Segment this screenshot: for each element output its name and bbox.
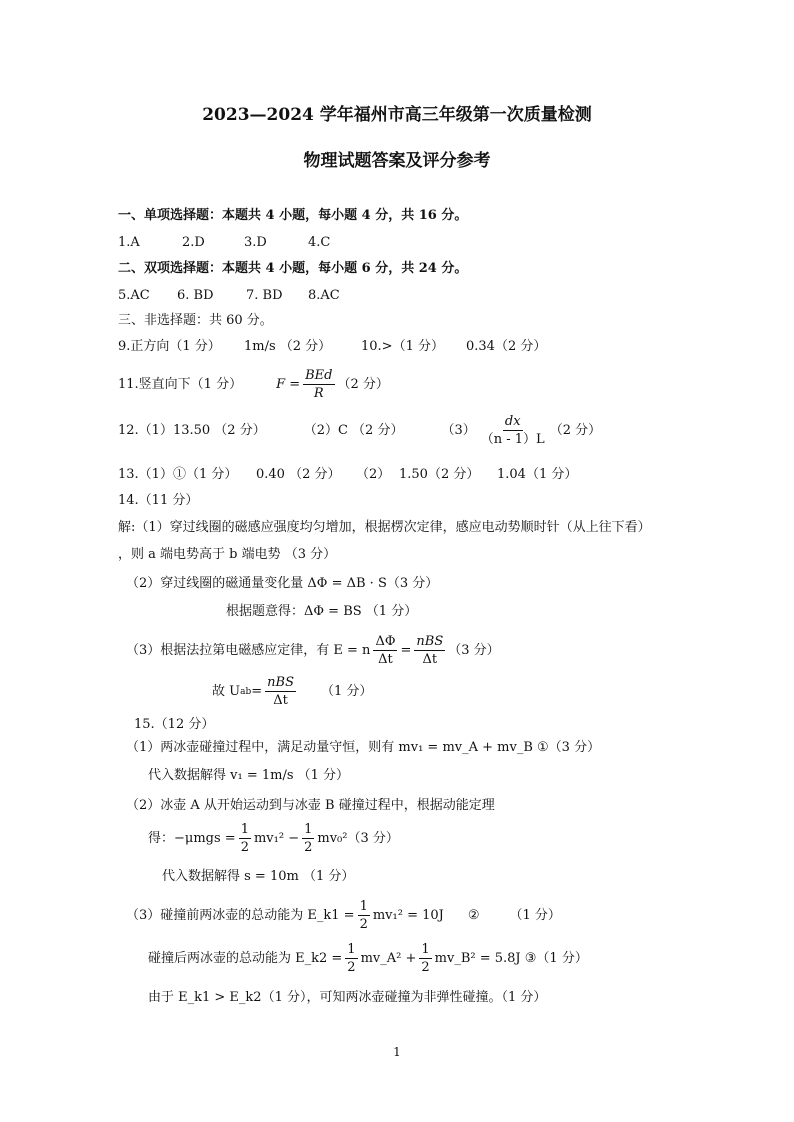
q15-line-5: 代入数据解得 s = 10m （1 分） — [162, 869, 355, 884]
q15-heading: 15.（12 分） — [134, 717, 215, 732]
q15-fraction-3 — [358, 899, 370, 932]
q14-line-2: ，则 a 端电势高于 b 端电势 （3 分） — [118, 547, 337, 562]
q15-line-7-term-2: mv_B² = 5.8J ③（1 分） — [434, 950, 588, 966]
q12-score: （2 分） — [549, 422, 602, 438]
q15-fraction-5-den: 2 — [421, 960, 430, 975]
answer-4: 4.C — [308, 235, 331, 250]
doc-subtitle: 物理试题答案及评分参考 — [303, 151, 491, 171]
q12-part-3-label: （3） — [441, 422, 476, 438]
q15-line-7-term-1: mv_A² + — [360, 950, 417, 966]
q15-line-6-marker: ② — [467, 907, 480, 923]
q11-numerator: BEd — [305, 368, 333, 383]
q14-line-6-text: 故 U — [212, 683, 241, 699]
q11-answer: 11.竖直向下（1 分） — [118, 376, 243, 392]
q11-score: （2 分） — [337, 376, 389, 392]
q13-part-d: 1.50（2 分） — [399, 467, 480, 482]
q15-fraction-1-den: 2 — [240, 840, 249, 855]
q15-line-4-term-2: mv₀² — [317, 830, 348, 846]
q12-fraction — [479, 414, 547, 447]
q13-part-a: 13.（1）①（1 分） — [118, 467, 238, 482]
q15-line-7 — [148, 942, 588, 975]
answer-1: 1.A — [118, 235, 140, 250]
q9-part-a: 9.正方向（1 分） — [118, 339, 221, 354]
q15-line-2: 代入数据解得 v₁ = 1m/s （1 分） — [148, 768, 350, 783]
q11-denominator: R — [313, 386, 324, 401]
q14-line-5-score: （3 分） — [448, 642, 500, 658]
section2-heading: 二、双项选择题：本题共 4 小题，每小题 6 分，共 24 分。 — [118, 261, 468, 276]
q14-uab-subscript: ab — [240, 686, 252, 697]
doc-title: 2023—2024 学年福州市高三年级第一次质量检测 — [202, 105, 592, 125]
q13-part-e: 1.04（1 分） — [497, 467, 578, 482]
q11-fraction — [303, 368, 334, 401]
q15-fraction-1-num: 1 — [240, 822, 249, 837]
q14-equals: = — [400, 642, 412, 658]
answer-7: 7. BD — [246, 288, 283, 303]
q15-line-4-term-1: mv₁² − — [253, 830, 300, 846]
q15-fraction-3-num: 1 — [359, 899, 368, 914]
q14-fraction-2 — [414, 634, 445, 667]
q11-line — [118, 368, 389, 401]
answer-5: 5.AC — [118, 288, 150, 303]
q14-fraction-1-num: ΔΦ — [375, 634, 396, 649]
q15-line-4-score: （3 分） — [347, 830, 399, 846]
q14-fraction-2-den: Δt — [422, 652, 438, 667]
q15-line-3: （2）冰壶 A 从开始运动到与冰壶 B 碰撞过程中，根据动能定理 — [126, 798, 495, 813]
q15-line-6-term: mv₁² = 10J — [372, 907, 444, 923]
q12-numerator: dx — [504, 414, 521, 429]
q15-line-1: （1）两冰壶碰撞过程中，满足动量守恒，则有 mv₁ = mv_A + mv_B ①（3 分） — [126, 740, 601, 755]
answer-8: 8.AC — [308, 288, 340, 303]
q14-fraction-3-num: nBS — [267, 675, 294, 690]
q12-part-1: 12.（1）13.50 （2 分） — [118, 422, 266, 438]
q15-fraction-3-den: 2 — [359, 917, 368, 932]
q15-fraction-2-den: 2 — [304, 840, 313, 855]
q14-fraction-2-num: nBS — [416, 634, 444, 649]
q15-fraction-2-num: 1 — [304, 822, 313, 837]
q15-fraction-5 — [419, 942, 431, 975]
q14-fraction-1-den: Δt — [378, 652, 393, 667]
q13-part-b: 0.40 （2 分） — [256, 467, 341, 482]
q15-line-6-text: （3）碰撞前两冰壶的总动能为 E_k1 = — [126, 907, 355, 923]
q15-line-8: 由于 E_k1 > E_k2（1 分），可知两冰壶碰撞为非弹性碰撞。（1 分） — [148, 990, 547, 1005]
q15-line-4 — [148, 822, 399, 855]
q15-fraction-4 — [345, 942, 357, 975]
q15-fraction-2 — [302, 822, 314, 855]
answer-2: 2.D — [182, 235, 205, 250]
q15-line-6 — [126, 899, 561, 932]
answer-3: 3.D — [244, 235, 267, 250]
q10-part-a: 10.>（1 分） — [361, 339, 444, 354]
q14-line-4: 根据题意得：ΔΦ = BS （1 分） — [226, 604, 418, 619]
q15-fraction-4-den: 2 — [347, 960, 356, 975]
q13-part-c: （2） — [356, 467, 391, 482]
q14-heading: 14.（11 分） — [118, 493, 199, 508]
q14-line-6-eq: = — [251, 683, 263, 699]
q14-line-3: （2）穿过线圈的磁通量变化量 ΔΦ = ΔB · S（3 分） — [126, 576, 439, 591]
page-number: 1 — [393, 1045, 401, 1059]
q15-fraction-5-num: 1 — [421, 942, 430, 957]
q12-line — [118, 414, 601, 447]
q14-fraction-3-den: Δt — [273, 693, 288, 708]
section1-heading: 一、单项选择题：本题共 4 小题，每小题 4 分，共 16 分。 — [118, 208, 468, 223]
q14-line-5-text: （3）根据法拉第电磁感应定律，有 E = n — [126, 642, 371, 658]
q14-fraction-3 — [265, 675, 296, 708]
q10-part-b: 0.34（2 分） — [466, 339, 547, 354]
q9-part-b: 1m/s （2 分） — [244, 339, 332, 354]
q14-line-6-score: （1 分） — [320, 683, 373, 699]
q15-line-6-score: （1 分） — [509, 907, 561, 923]
q15-fraction-4-num: 1 — [347, 942, 356, 957]
q14-fraction-1 — [373, 634, 397, 667]
q14-line-1: 解:（1）穿过线圈的磁感应强度均匀增加，根据楞次定律，感应电动势顺时针（从上往下看） — [118, 520, 651, 535]
answer-6: 6. BD — [177, 288, 214, 303]
q14-line-5 — [126, 634, 500, 667]
q15-fraction-1 — [239, 822, 251, 855]
section3-heading: 三、非选择题：共 60 分。 — [118, 313, 273, 328]
q15-line-4-text: 得：−μmgs = — [148, 830, 236, 846]
q12-denominator: （n - 1）L — [480, 432, 545, 447]
q14-line-6 — [212, 675, 372, 708]
q11-lhs: F = — [276, 376, 301, 392]
q15-line-7-text: 碰撞后两冰壶的总动能为 E_k2 = — [148, 950, 343, 966]
q12-part-2: （2）C （2 分） — [303, 422, 404, 438]
